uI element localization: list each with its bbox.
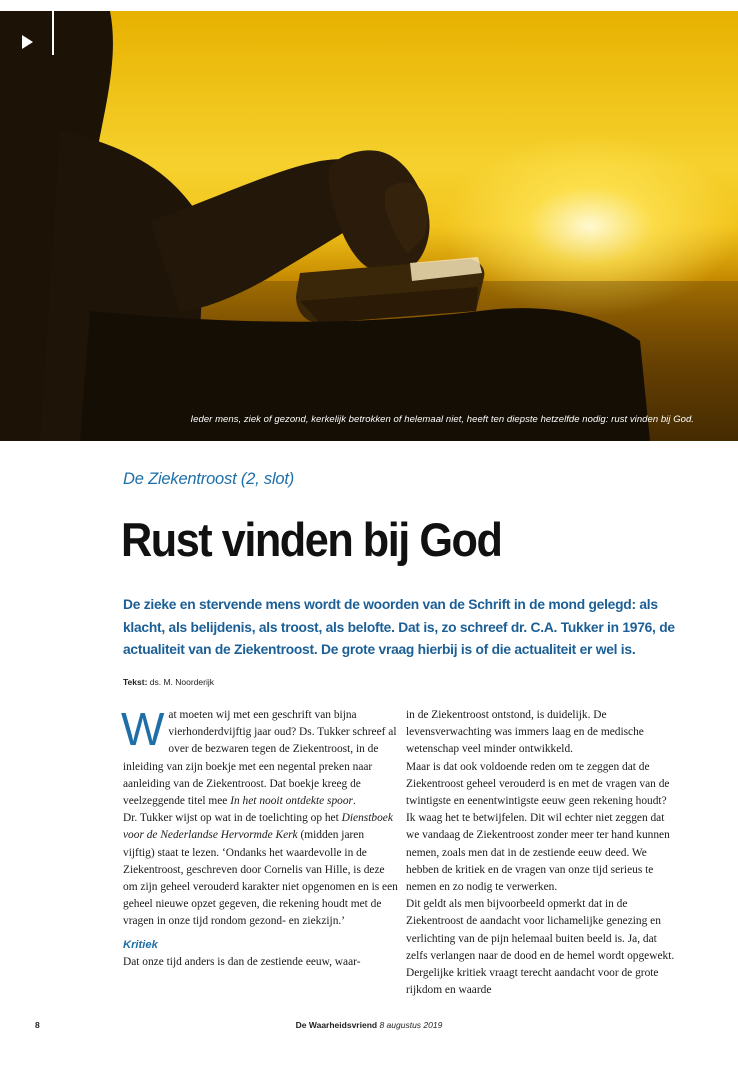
- book-title: In het nooit ontdekte spoor: [230, 795, 353, 808]
- paragraph-text: at moeten wij met een geschrift van bijna vierhonderdvijftig jaar oud? Ds. Tukker schreef al over de bezwaren tegen de Ziekentroost, in de inleiding van zijn boekje met een negental preken naar aanleiding van de Ziekentroost. Dat boekje kreeg de veelzeggende titel mee: [123, 709, 397, 808]
- paragraph: in de Ziekentroost ontstond, is duidelijk. De levensverwachting was immers laag en de medische wetenschap veel minder ontwikkeld.: [406, 709, 644, 756]
- article-intro: De zieke en stervende mens wordt de woorden van de Schrift in de mond gelegd: als klacht, als belijdenis, als troost, als belofte. Dat is, zo schreef dr. C.A. Tukker in 1976, de actualiteit van de Ziekentroost. De grote vraag hierbij is of die actualiteit er wel is.: [123, 597, 675, 657]
- series-label: De Ziekentroost (2, slot): [123, 470, 295, 488]
- paragraph: [123, 810, 398, 930]
- byline: [123, 677, 214, 687]
- paragraph-end: .: [352, 795, 356, 808]
- paragraph-text: Dr. Tukker wijst op wat in de toelichting op het: [123, 812, 339, 825]
- article-column-left: [121, 703, 398, 971]
- byline-label: Tekst:: [123, 677, 148, 687]
- paragraph: Maar is dat ook voldoende reden om te zeggen dat de Ziekentroost geheel verouderd is en met de vragen van de twintigste en eenentwintigste eeuw geen rekening houdt? Ik waag het te betwijfelen. Dit wil echter niet zeggen dat we vandaag de Ziekentroost zonder meer ter hand kunnen nemen, zoals men dat in de zestiende eeuw deed. We hebben de kritiek en de vragen van onze tijd serieus te nemen en zo nodig te verwerken.: [406, 760, 670, 894]
- paragraph-text: (midden jaren vijftig) staat te lezen. ‘Ondanks het waardevolle in de Ziekentroost, geschreven door Cornelis van Hille, is deze om zijn geheel verouderd karakter niet opgenomen en is een geheel nieuwe opzet gegeven, die rekening houdt met de vragen in onze tijd rondom gezond- en ziekzijn.’: [123, 829, 398, 928]
- page-number: 8: [35, 1020, 40, 1030]
- subheading: Kritiek: [123, 938, 158, 951]
- paragraph: [121, 703, 398, 810]
- photo-caption: Ieder mens, ziek of gezond, kerkelijk betrokken of helemaal niet, heeft ten diepste hetzelfde nodig: rust vinden bij God.: [190, 414, 694, 425]
- article-column-right: [406, 707, 678, 999]
- book-title: Dienstboek voor de Nederlandse Hervormde Kerk: [123, 812, 393, 842]
- paragraph: Dat onze tijd anders is dan de zestiende eeuw, waar-: [123, 955, 361, 968]
- page-footer: [0, 1020, 738, 1030]
- hero-photo: [0, 11, 738, 441]
- hero-divider: [52, 11, 54, 55]
- play-icon[interactable]: [22, 35, 33, 49]
- praying-person-silhouette: [0, 11, 738, 441]
- publication-name: De Waarheidsvriend: [295, 1020, 378, 1030]
- drop-cap: W: [121, 703, 165, 755]
- byline-author: ds. M. Noorderijk: [149, 677, 215, 687]
- issue-date: 8 augustus 2019: [379, 1020, 443, 1030]
- article-title: Rust vinden bij God: [121, 513, 502, 566]
- paragraph: Dit geldt als men bijvoorbeeld opmerkt dat in de Ziekentroost de aandacht voor lichamelijke genezing en verlichting van de pijn helemaal buiten beeld is. Ja, dat zelfs verlangen naar de dood en de hemel wordt opgewekt. Dergelijke kritiek vraagt terecht aandacht voor de grote rijkdom en waarde: [406, 898, 675, 997]
